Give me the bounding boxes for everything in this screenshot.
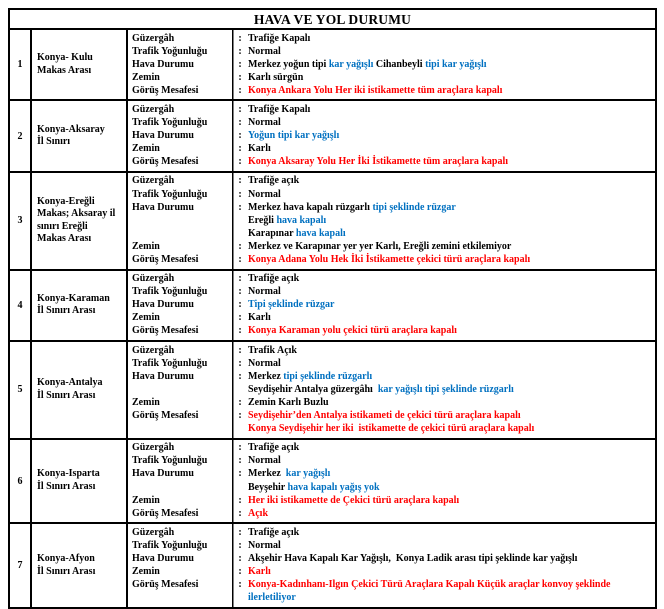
- row-number: 2: [10, 101, 32, 170]
- row-location: [32, 101, 128, 170]
- row-details: [128, 30, 655, 99]
- detail-value: [248, 214, 655, 227]
- table-title: HAVA VE YOL DURUMU: [10, 10, 655, 30]
- table-rows-container: [10, 30, 655, 607]
- value-segment: Konya Karaman yolu çekici türü araçlara kapalı: [248, 325, 457, 337]
- detail-colon: :: [238, 143, 242, 155]
- detail-colon: :: [238, 45, 242, 57]
- detail-label: Görüş Mesafesi: [132, 579, 199, 591]
- detail-line: [128, 272, 655, 285]
- value-segment: kar yağışlı: [285, 468, 331, 480]
- table-row: [10, 171, 655, 269]
- value-segment: Ereğli: [248, 214, 277, 226]
- value-segment: ilerletiliyor: [248, 592, 296, 604]
- detail-line: [128, 311, 655, 324]
- detail-line: [128, 565, 655, 578]
- detail-value: [248, 142, 655, 155]
- detail-value: [248, 58, 655, 71]
- detail-colon: :: [238, 286, 242, 298]
- detail-value: [248, 507, 655, 520]
- detail-colon: :: [238, 579, 242, 591]
- detail-value: [248, 578, 655, 591]
- value-segment: Tipi şeklinde rüzgar: [248, 299, 335, 311]
- detail-label: Zemin: [132, 312, 160, 324]
- detail-colon: :: [238, 370, 242, 382]
- table-row: [10, 99, 655, 170]
- detail-colon: :: [238, 156, 242, 168]
- value-segment: Trafiğe açık: [248, 442, 300, 454]
- detail-line: [128, 45, 655, 58]
- detail-line: [128, 441, 655, 454]
- detail-line: [128, 58, 655, 71]
- detail-label: Trafik Yoğunluğu: [132, 455, 208, 467]
- location-line: Makas; Aksaray il: [37, 208, 116, 220]
- detail-colon: :: [238, 552, 242, 564]
- detail-value: [248, 409, 655, 422]
- detail-line: [128, 116, 655, 129]
- row-details: [128, 173, 655, 269]
- detail-colon: :: [238, 71, 242, 83]
- detail-value: [248, 32, 655, 45]
- detail-line: [128, 188, 655, 201]
- detail-colon: :: [238, 32, 242, 44]
- row-location: [32, 440, 128, 523]
- value-segment: Karlı: [248, 566, 271, 578]
- detail-line: [128, 578, 655, 591]
- detail-label: Hava Durumu: [132, 468, 194, 480]
- location-line: İl Sınırı Arası: [37, 481, 96, 492]
- detail-line: [128, 155, 655, 168]
- detail-colon: :: [238, 442, 242, 454]
- value-segment: Merkez: [248, 370, 284, 382]
- detail-line: [128, 591, 655, 604]
- detail-colon: :: [238, 254, 242, 265]
- detail-colon: :: [238, 175, 242, 187]
- detail-line: [128, 422, 655, 435]
- value-segment: Beyşehir: [248, 481, 288, 493]
- detail-label: Görüş Mesafesi: [132, 254, 199, 265]
- detail-colon: :: [238, 325, 242, 337]
- detail-value: [248, 396, 655, 409]
- detail-label: Zemin: [132, 396, 160, 408]
- detail-value: [248, 174, 655, 187]
- detail-line: [128, 142, 655, 155]
- location-line: İl Sınırı: [37, 136, 71, 148]
- location-line: Konya-Afyon: [37, 552, 95, 564]
- row-details: [128, 524, 655, 607]
- detail-value: [248, 591, 655, 604]
- detail-colon: :: [238, 58, 242, 70]
- detail-line: [128, 285, 655, 298]
- detail-colon: :: [238, 103, 242, 115]
- value-segment: Cihanbeyli: [375, 58, 426, 70]
- row-details: [128, 342, 655, 438]
- detail-line: [128, 526, 655, 539]
- value-segment: Karlı sürgün: [248, 71, 304, 83]
- location-line: İl Sınırı Arası: [37, 305, 96, 317]
- detail-colon: :: [238, 344, 242, 356]
- detail-colon: :: [238, 130, 242, 142]
- value-segment: Normal: [248, 539, 281, 551]
- table-row: [10, 30, 655, 99]
- detail-value: [248, 272, 655, 285]
- table-row: [10, 340, 655, 438]
- detail-value: [248, 201, 655, 214]
- detail-colon: :: [238, 468, 242, 480]
- detail-value: [248, 357, 655, 370]
- detail-line: [128, 71, 655, 84]
- detail-value: [248, 481, 655, 494]
- detail-label: Güzergâh: [132, 526, 175, 538]
- row-location: [32, 30, 128, 99]
- detail-value: [248, 383, 655, 396]
- detail-value: [248, 298, 655, 311]
- detail-value: [248, 552, 655, 565]
- value-segment: Trafiğe açık: [248, 526, 300, 538]
- detail-label: Güzergâh: [132, 32, 175, 44]
- value-segment: Karlı: [248, 143, 271, 155]
- value-segment: Trafiğe Kapalı: [248, 32, 311, 44]
- value-segment: tipi şeklinde rüzgarlı: [283, 370, 373, 382]
- detail-label: Güzergâh: [132, 273, 175, 285]
- location-line: Konya- Kulu: [37, 52, 93, 64]
- detail-label: Güzergâh: [132, 442, 175, 454]
- detail-colon: :: [238, 188, 242, 200]
- detail-label: Hava Durumu: [132, 58, 194, 70]
- detail-label: Zemin: [132, 566, 160, 578]
- row-number: 1: [10, 30, 32, 99]
- location-line: Konya-Isparta: [37, 468, 100, 480]
- detail-line: [128, 201, 655, 214]
- detail-label: Trafik Yoğunluğu: [132, 45, 208, 57]
- value-segment: hava kapalı: [295, 227, 346, 239]
- detail-value: [248, 103, 655, 116]
- value-segment: Normal: [248, 357, 281, 369]
- row-location: [32, 271, 128, 340]
- detail-line: [128, 240, 655, 253]
- detail-line: [128, 129, 655, 142]
- value-segment: kar yağışlı: [328, 58, 376, 70]
- value-segment: Merkez hava kapalı rüzgarlı: [248, 201, 373, 213]
- value-segment: Konya Aksaray Yolu Her İki İstikamette tüm araçlara kapalı: [248, 156, 509, 168]
- detail-value: [248, 526, 655, 539]
- detail-label: Zemin: [132, 71, 160, 83]
- value-segment: Trafiğe açık: [248, 175, 300, 187]
- table-row: [10, 438, 655, 523]
- detail-colon: :: [238, 396, 242, 408]
- row-number: 6: [10, 440, 32, 523]
- detail-colon: :: [238, 526, 242, 538]
- value-segment: Konya Seydişehir her iki istikamette de çekici türü araçlara kapalı: [248, 423, 535, 435]
- detail-value: [248, 188, 655, 201]
- value-segment: Seydişehir’den Antalya istikameti de çekici türü araçlara kapalı: [248, 410, 521, 422]
- value-segment: Trafiğe açık: [248, 273, 300, 285]
- detail-colon: :: [238, 494, 242, 506]
- location-line: Konya-Aksaray: [37, 123, 105, 135]
- value-segment: Karapınar: [248, 227, 296, 239]
- location-line: Makas Arası: [37, 64, 92, 76]
- detail-line: [128, 370, 655, 383]
- detail-colon: :: [238, 455, 242, 467]
- detail-colon: :: [238, 312, 242, 324]
- detail-line: [128, 357, 655, 370]
- table-row: [10, 269, 655, 340]
- value-segment: Trafik Açık: [248, 344, 297, 356]
- detail-label: Görüş Mesafesi: [132, 410, 199, 422]
- detail-label: Trafik Yoğunluğu: [132, 357, 208, 369]
- row-number: 5: [10, 342, 32, 438]
- value-segment: Konya Ankara Yolu Her iki istikamette tüm araçlara kapalı: [248, 84, 503, 96]
- detail-value: [248, 155, 655, 168]
- detail-value: [248, 129, 655, 142]
- detail-value: [248, 311, 655, 324]
- detail-label: Hava Durumu: [132, 299, 194, 311]
- detail-line: [128, 324, 655, 337]
- value-segment: Her iki istikamette de Çekici türü araçlara kapalı: [248, 494, 460, 506]
- row-details: [128, 101, 655, 170]
- detail-value: [248, 565, 655, 578]
- detail-line: [128, 539, 655, 552]
- location-line: Konya-Ereğli: [37, 195, 95, 207]
- detail-label: Hava Durumu: [132, 370, 194, 382]
- value-segment: Zemin Karlı Buzlu: [248, 396, 329, 408]
- detail-colon: :: [238, 299, 242, 311]
- value-segment: tipi kar yağışlı: [425, 58, 487, 70]
- detail-value: [248, 454, 655, 467]
- detail-line: [128, 103, 655, 116]
- detail-line: [128, 409, 655, 422]
- table-row: [10, 522, 655, 607]
- detail-label: Trafik Yoğunluğu: [132, 539, 208, 551]
- detail-label: Güzergâh: [132, 344, 175, 356]
- detail-colon: :: [238, 357, 242, 369]
- detail-line: [128, 214, 655, 227]
- detail-value: [248, 45, 655, 58]
- detail-line: [128, 174, 655, 187]
- detail-colon: :: [238, 240, 242, 252]
- row-location: [32, 173, 128, 269]
- detail-line: [128, 454, 655, 467]
- detail-label: Zemin: [132, 240, 160, 252]
- value-segment: Konya-Kadınhanı-Ilgın Çekici Türü Araçlara Kapalı Küçük araçlar konvoy şeklinde: [248, 579, 611, 591]
- detail-line: [128, 227, 655, 240]
- detail-line: [128, 32, 655, 45]
- detail-value: [248, 253, 655, 266]
- detail-value: [248, 84, 655, 97]
- value-segment: Akşehir Hava Kapalı Kar Yağışlı, Konya Ladik arası tipi şeklinde kar yağışlı: [248, 552, 578, 564]
- location-line: İl Sınırı Arası: [37, 565, 96, 577]
- row-details: [128, 440, 655, 523]
- location-line: İl Sınırı Arası: [37, 389, 96, 401]
- value-segment: Karlı: [248, 312, 271, 324]
- weather-road-table: [8, 8, 657, 609]
- detail-value: [248, 285, 655, 298]
- detail-line: [128, 396, 655, 409]
- detail-line: [128, 481, 655, 494]
- detail-label: Zemin: [132, 494, 160, 506]
- value-segment: Normal: [248, 286, 281, 298]
- detail-colon: :: [238, 507, 242, 519]
- row-details: [128, 271, 655, 340]
- location-line: sınırı Ereğli: [37, 220, 88, 232]
- detail-colon: :: [238, 201, 242, 213]
- value-segment: Açık: [248, 507, 268, 519]
- detail-label: Görüş Mesafesi: [132, 325, 199, 337]
- row-location: [32, 342, 128, 438]
- row-location: [32, 524, 128, 607]
- row-number: 3: [10, 173, 32, 269]
- detail-label: Hava Durumu: [132, 130, 194, 142]
- detail-label: Görüş Mesafesi: [132, 156, 199, 168]
- value-segment: Merkez yoğun tipi: [248, 58, 329, 70]
- value-segment: Yoğun tipi kar yağışlı: [248, 130, 340, 142]
- value-segment: Normal: [248, 45, 281, 57]
- detail-line: [128, 344, 655, 357]
- detail-value: [248, 370, 655, 383]
- value-segment: hava kapalı yağış yok: [287, 481, 380, 493]
- detail-label: Trafik Yoğunluğu: [132, 117, 208, 129]
- value-segment: Konya Adana Yolu Hek İki İstikamette çekici türü araçlara kapalı: [248, 254, 531, 265]
- detail-value: [248, 422, 655, 435]
- detail-label: Görüş Mesafesi: [132, 507, 199, 519]
- detail-label: Hava Durumu: [132, 201, 194, 213]
- detail-colon: :: [238, 539, 242, 551]
- detail-line: [128, 494, 655, 507]
- detail-colon: :: [238, 273, 242, 285]
- detail-label: Görüş Mesafesi: [132, 84, 199, 96]
- value-segment: Seydişehir Antalya güzergâhı: [248, 383, 378, 395]
- value-segment: Merkez ve Karapınar yer yer Karlı, Ereğli zemini etkilemiyor: [248, 240, 512, 252]
- detail-line: [128, 298, 655, 311]
- detail-value: [248, 116, 655, 129]
- detail-line: [128, 383, 655, 396]
- value-segment: Normal: [248, 188, 281, 200]
- detail-colon: :: [238, 566, 242, 578]
- value-segment: Merkez: [248, 468, 286, 480]
- location-line: Konya-Karaman: [37, 292, 110, 304]
- row-number: 7: [10, 524, 32, 607]
- detail-value: [248, 494, 655, 507]
- value-segment: Trafiğe Kapalı: [248, 103, 311, 115]
- detail-value: [248, 539, 655, 552]
- detail-colon: :: [238, 84, 242, 96]
- detail-value: [248, 344, 655, 357]
- detail-value: [248, 441, 655, 454]
- value-segment: kar yağışlı tipi şeklinde rüzgarlı: [377, 383, 514, 395]
- detail-label: Trafik Yoğunluğu: [132, 188, 208, 200]
- detail-line: [128, 507, 655, 520]
- detail-label: Trafik Yoğunluğu: [132, 286, 208, 298]
- detail-label: Güzergâh: [132, 103, 175, 115]
- detail-line: [128, 84, 655, 97]
- detail-label: Hava Durumu: [132, 552, 194, 564]
- detail-line: [128, 552, 655, 565]
- detail-value: [248, 240, 655, 253]
- value-segment: Normal: [248, 455, 281, 467]
- detail-value: [248, 227, 655, 240]
- detail-value: [248, 71, 655, 84]
- detail-line: [128, 467, 655, 480]
- location-line: Konya-Antalya: [37, 377, 103, 389]
- detail-value: [248, 467, 655, 480]
- value-segment: Normal: [248, 117, 281, 129]
- value-segment: hava kapalı: [276, 214, 327, 226]
- detail-label: Güzergâh: [132, 175, 175, 187]
- row-number: 4: [10, 271, 32, 340]
- detail-line: [128, 253, 655, 266]
- detail-value: [248, 324, 655, 337]
- detail-label: Zemin: [132, 143, 160, 155]
- detail-colon: :: [238, 410, 242, 422]
- detail-colon: :: [238, 117, 242, 129]
- location-line: Makas Arası: [37, 233, 92, 245]
- value-segment: tipi şeklinde rüzgar: [372, 201, 456, 213]
